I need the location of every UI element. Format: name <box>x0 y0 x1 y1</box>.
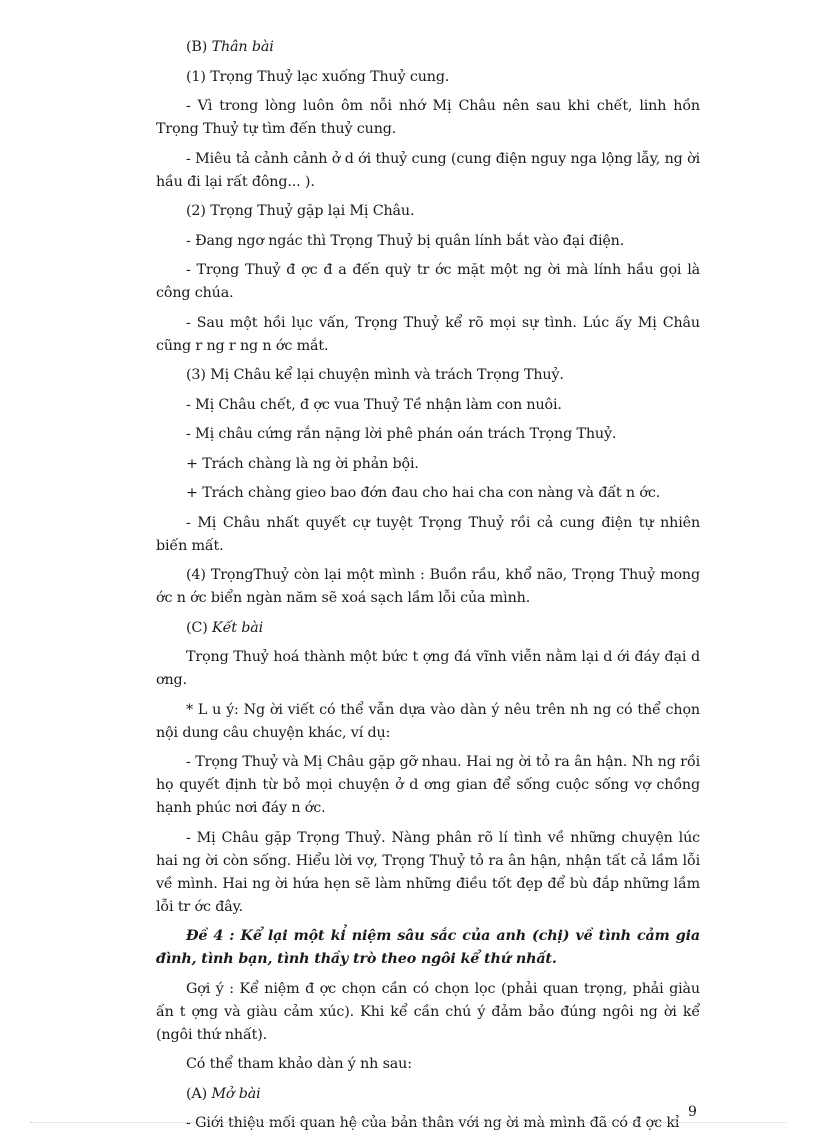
paragraph: + Trách chàng là ng ời phản bội. <box>186 455 419 472</box>
paragraph: - Trọng Thuỷ đ ợc đ a đến quỳ tr ớc mặt một ng ời mà lính hầu gọi là công chúa. <box>156 262 700 301</box>
paragraph: (3) Mị Châu kể lại chuyện mình và trách Trọng Thuỷ. <box>186 367 564 383</box>
paragraph: - Mị Châu chết, đ ợc vua Thuỷ Tề nhận làm con nuôi. <box>186 396 562 413</box>
paragraph: + Trách chàng gieo bao đớn đau cho hai cha con nàng và đất n ớc. <box>186 485 661 501</box>
paragraph: - Mị châu cứng rắn nặng lời phê phán oán trách Trọng Thuỷ. <box>186 426 617 442</box>
paragraph: * L u ý: Ng ời viết có thể vẫn dựa vào dàn ý nêu trên nh ng có thể chọn nội dung câu chuyện khác, ví dụ: <box>156 701 700 741</box>
paragraph: (4) TrọngThuỷ còn lại một mình : Buồn rầu, khổ não, Trọng Thuỷ mong ớc n ớc biển ngàn năm sẽ xoá sạch lầm lỗi của mình. <box>156 567 700 606</box>
paragraph: - Trọng Thuỷ và Mị Châu gặp gỡ nhau. Hai ng ời tỏ ra ân hận. Nh ng rồi họ quyết định từ bỏ mọi chuyện ở d ơng gian để sống cuộc sống vợ chồng hạnh phúc nơi đáy n ớc. <box>156 754 700 816</box>
paragraph: (2) Trọng Thuỷ gặp lại Mị Châu. <box>186 203 415 219</box>
exercise-title: Đề 4 : Kể lại một kỉ niệm sâu sắc của anh (chị) về tình cảm gia đình, tình bạn, tình thầy trò theo ngôi kể thứ nhất. <box>156 928 700 967</box>
paragraph: - Sau một hồi lục vấn, Trọng Thuỷ kể rõ mọi sự tình. Lúc ấy Mị Châu cũng r ng r ng n ớc mắt. <box>156 314 700 354</box>
paragraph: Có thể tham khảo dàn ý nh sau: <box>186 1056 412 1072</box>
paragraph: - Vì trong lòng luôn ôm nỗi nhớ Mị Châu nên sau khi chết, linh hồn Trọng Thuỷ tự tìm đến thuỷ cung. <box>156 98 700 137</box>
paragraph: (1) Trọng Thuỷ lạc xuống Thuỷ cung. <box>186 68 450 85</box>
paragraph: - Mị Châu nhất quyết cự tuyệt Trọng Thuỷ rồi cả cung điện tự nhiên biến mất. <box>156 514 700 554</box>
section-heading: (C) Kết bài <box>186 619 264 636</box>
paragraph: - Mị Châu gặp Trọng Thuỷ. Nàng phân rõ lí tình về những chuyện lúc hai ng ời còn sống. Hiểu lời vợ, Trọng Thuỷ tỏ ra ân hận, nhận tất cả lầm lỗi về mình. Hai ng ời hứa hẹn sẽ làm những điều tốt đẹp để bù đắp những lầm lỗi tr ớc đây. <box>156 829 700 915</box>
page-number: 9 <box>688 1104 697 1120</box>
section-heading: (A) Mở bài <box>186 1085 261 1102</box>
paragraph: Gợi ý : Kể niệm đ ợc chọn cần có chọn lọc (phải quan trọng, phải giàu ấn t ợng và giàu cảm xúc). Khi kể cần chú ý đảm bảo đúng ngôi ng ời kể (ngôi thứ nhất). <box>156 980 700 1043</box>
paragraph: - Đang ngơ ngác thì Trọng Thuỷ bị quân lính bắt vào đại điện. <box>186 232 625 249</box>
paragraph: - Miêu tả cảnh cảnh ở d ới thuỷ cung (cung điện nguy nga lộng lẫy, ng ời hầu đi lại rất đông... ). <box>156 150 700 190</box>
paragraph: Trọng Thuỷ hoá thành một bức t ợng đá vĩnh viễn nằm lại d ới đáy đại d ơng. <box>156 649 700 688</box>
section-heading: (B) Thân bài <box>186 39 274 55</box>
paragraph: - Giới thiệu mối quan hệ của bản thân với ng ời mà mình đã có đ ợc kỉ <box>186 1115 680 1131</box>
document-body <box>156 36 700 1142</box>
